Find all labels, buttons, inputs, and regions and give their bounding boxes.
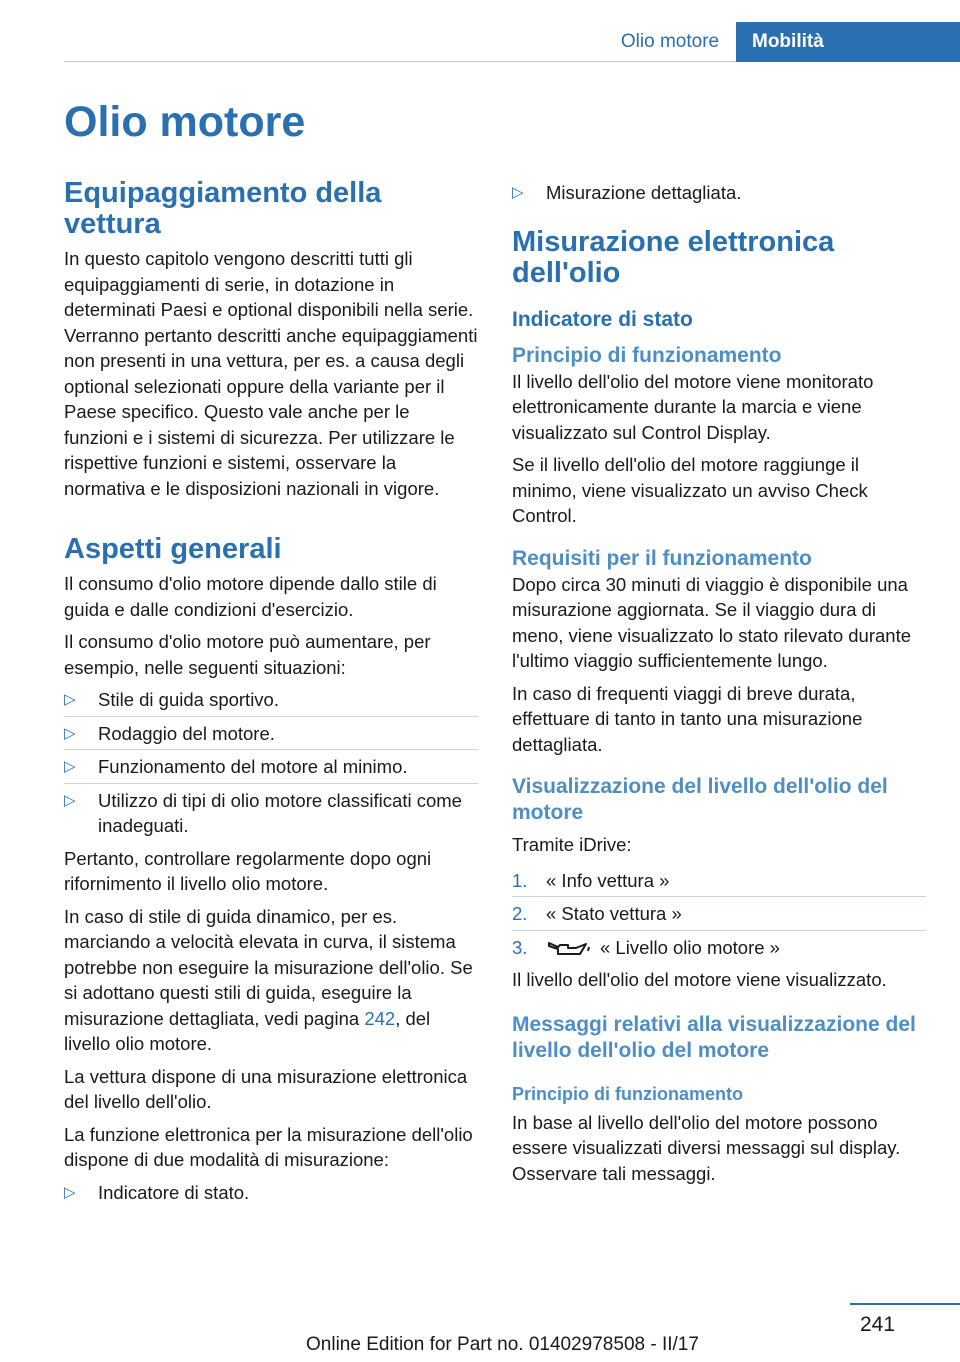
paragraph: La funzione elettronica per la misurazione dell'olio dispone di due modalità di misurazione: [64, 1123, 473, 1170]
page-number: 241 [860, 1313, 896, 1336]
paragraph: Il consumo d'olio motore dipende dallo stile di guida e dalle condizioni d'esercizio. [64, 573, 437, 620]
oil-can-icon [546, 939, 592, 959]
heading-requirements: Requisiti per il funzionamento [512, 546, 812, 570]
heading-principle: Principio di funzionamento [512, 343, 782, 367]
right-column [512, 180, 926, 1193]
left-column [64, 178, 478, 1212]
paragraph-dynamic-driving: In caso di stile di guida dinamico, per es. marciando a velocità elevata in curva, il sistema potrebbe non eseguire la misurazione dell'olio. Se si adottano questi stili di guida, eseguire la misurazione dettagliata, vedi pagina 242, del livello olio motore. [64, 905, 473, 1054]
list-item: ▷ Misurazione dettagliata. [512, 180, 926, 209]
paragraph-equipment: In questo capitolo vengono descritti tutti gli equipaggiamenti di serie, in dotazione in determinati Paesi e optional disponibili nella serie. Verranno pertanto descritti anche equipaggiamenti non presenti in una vettura, per es. a causa degli optional selezionati oppure della variante per il Paese specifico. Questo vale anche per le funzioni e i sistemi di sicurezza. Per utilizzare le rispettive funzioni e sistemi, osservare la normativa e le disposizioni nazionali in vigore. [64, 248, 478, 499]
list-item: ▷ Rodaggio del motore. [64, 721, 478, 751]
heading-equipment: Equipaggiamento della vettura [64, 177, 382, 240]
edition-note: Online Edition for Part no. 01402978508 - II/17 [306, 1334, 699, 1355]
footer-rule [850, 1303, 960, 1305]
modes-list [64, 1180, 478, 1209]
heading-level-display: Visualizzazione del livello dell'olio del motore [512, 775, 888, 824]
list-item: ▷ Indicatore di stato. [64, 1180, 478, 1209]
list-item: ▷ Utilizzo di tipi di olio motore classificati come inadeguati. [64, 789, 462, 836]
paragraph: Tramite iDrive: [512, 834, 632, 855]
step-item[interactable]: 2. « Stato vettura » [512, 901, 926, 931]
list-item: ▷ Funzionamento del motore al minimo. [64, 754, 478, 784]
triangle-right-icon: ▷ [64, 758, 76, 775]
paragraph: Pertanto, controllare regolarmente dopo ogni rifornimento il livello olio motore. [64, 847, 432, 894]
paragraph: Il consumo d'olio motore può aumentare, per esempio, nelle seguenti situazioni: [64, 631, 431, 678]
page-title: Olio motore [64, 98, 306, 146]
paragraph: Dopo circa 30 minuti di viaggio è disponibile una misurazione aggiornata. Se il viaggio dura di meno, viene visualizzato lo stato rilevato durante l'ultimo viaggio sufficientemente lungo. [512, 573, 911, 671]
heading-messages: Messaggi relativi alla visualizzazione del livello dell'olio del motore [512, 1012, 916, 1062]
triangle-right-icon: ▷ [64, 724, 76, 742]
paragraph: In caso di frequenti viaggi di breve durata, effettuare di tanto in tanto una misurazione dettagliata. [512, 682, 863, 755]
list-item: ▷ Stile di guida sportivo. [64, 687, 478, 717]
header-section-tab[interactable]: Olio motore [620, 31, 720, 52]
header-chapter-tab[interactable]: Mobilità [736, 22, 960, 62]
paragraph: Se il livello dell'olio del motore raggiunge il minimo, viene visualizzato un avviso Check Control. [512, 454, 868, 526]
heading-general: Aspetti generali [64, 533, 282, 565]
modes-list-continued [512, 180, 926, 209]
paragraph: Il livello dell'olio del motore viene monitorato elettronicamente durante la marcia e viene visualizzato sul Control Display. [512, 370, 874, 443]
triangle-right-icon: ▷ [64, 791, 76, 809]
triangle-right-icon: ▷ [64, 691, 76, 708]
paragraph: La vettura dispone di una misurazione elettronica del livello dell'olio. [64, 1065, 468, 1112]
page-link[interactable]: 242 [364, 1007, 396, 1029]
situations-list [64, 687, 478, 842]
paragraph: In base al livello dell'olio del motore possono essere visualizzati diversi messaggi sul display. Osservare tali messaggi. [512, 1111, 901, 1184]
heading-electronic-measurement: Misurazione elettronica dell'olio [512, 225, 835, 289]
triangle-right-icon: ▷ [512, 184, 524, 201]
step-item[interactable]: 3. « Livello olio motore » [512, 936, 780, 958]
heading-principle-2: Principio di funzionamento [512, 1083, 743, 1104]
triangle-right-icon: ▷ [64, 1183, 76, 1201]
paragraph: Il livello dell'olio del motore viene visualizzato. [512, 969, 887, 990]
idrive-steps [512, 868, 926, 964]
heading-status-indicator: Indicatore di stato [512, 307, 693, 331]
step-item[interactable]: 1. « Info vettura » [512, 868, 926, 898]
